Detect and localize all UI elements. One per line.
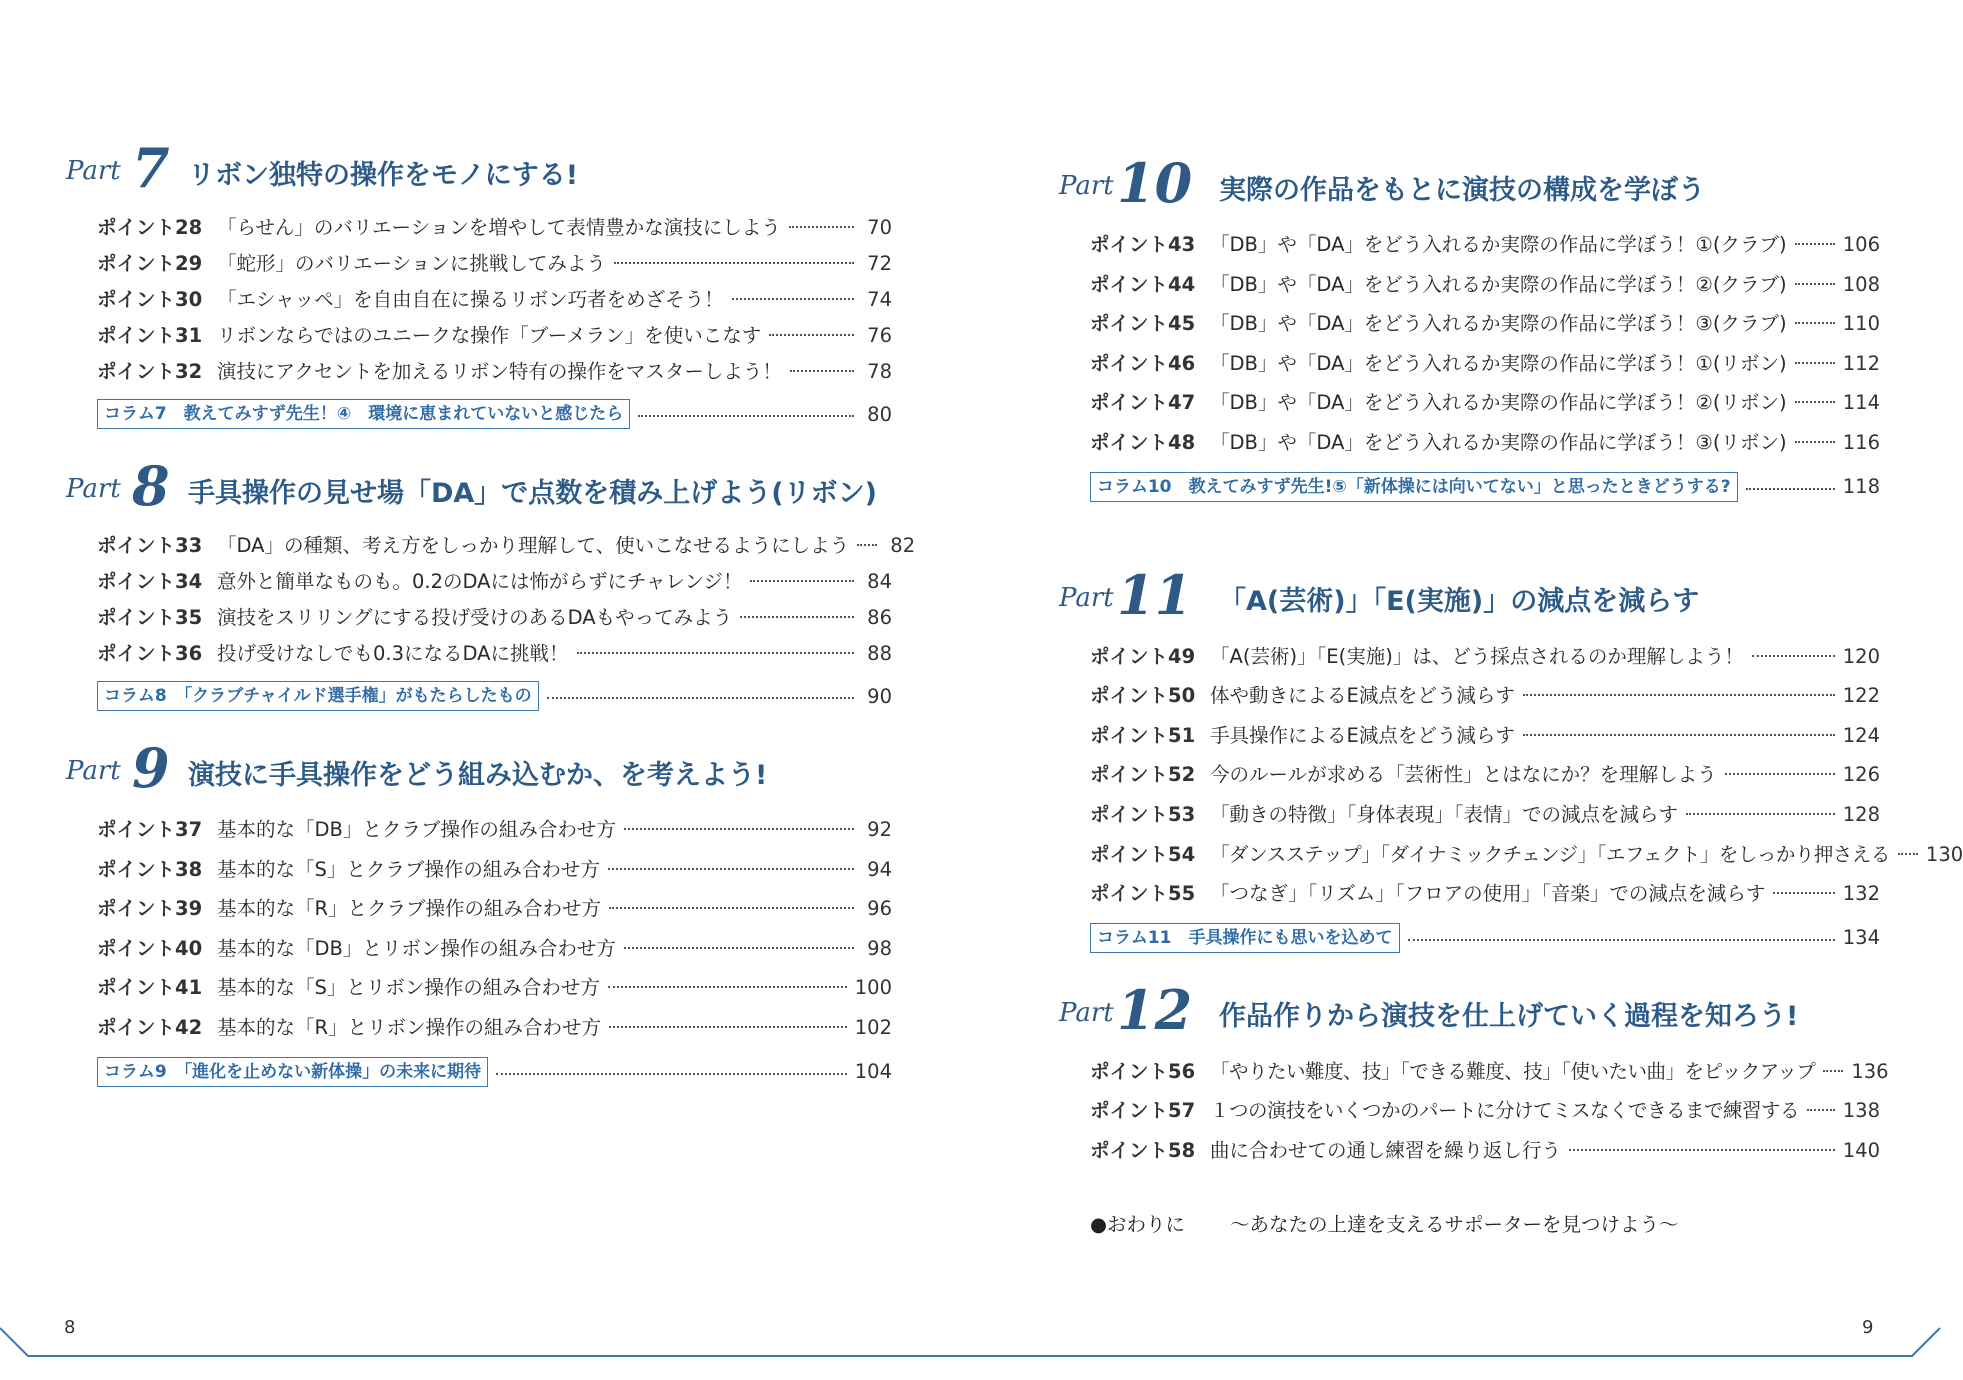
page-number: 78 [867, 360, 892, 383]
page-number: 138 [1842, 1099, 1880, 1123]
page-number: 76 [867, 324, 892, 347]
toc-entry[interactable] [97, 246, 892, 282]
point-label: ポイント43 [1090, 233, 1196, 256]
entry-title: 「やりたい難度、技」「できる難度、技」「使いたい曲」をピックアップ [1210, 1059, 1816, 1083]
point-label: ポイント55 [1090, 882, 1196, 906]
page-number: 70 [867, 216, 892, 239]
toc-entry[interactable] [1090, 755, 1880, 795]
page-number: 110 [1842, 312, 1880, 336]
part-title: 演技に手具操作をどう組み込むか、を考えよう! [188, 759, 768, 791]
leader-dots [1795, 283, 1835, 285]
leader-dots [1807, 1109, 1835, 1111]
toc-entry[interactable] [1090, 795, 1880, 835]
entry-title: 基本的な「S」とリボン操作の組み合わせ方 [217, 976, 600, 1000]
page-number: 92 [867, 818, 892, 841]
column-entry[interactable] [97, 676, 892, 716]
leader-dots [1823, 1070, 1843, 1072]
leader-dots [577, 652, 854, 654]
leader-dots [638, 415, 854, 417]
page-number: 120 [1842, 644, 1880, 668]
leader-dots [624, 947, 854, 949]
entry-title: 「A(芸術)」「E(実施)」は、どう採点されるのか理解しよう！ [1210, 644, 1744, 668]
part-word: Part [66, 756, 121, 786]
page-number: 96 [867, 897, 892, 921]
leader-dots [1752, 655, 1835, 657]
leader-dots [789, 226, 854, 228]
page-number: 140 [1842, 1138, 1880, 1162]
part-8-section [62, 454, 916, 716]
part-number: 10 [1117, 151, 1193, 215]
part-header [62, 736, 892, 804]
part-10-section [1055, 151, 1880, 507]
page-number: 74 [867, 288, 892, 311]
part-number: 12 [1117, 977, 1193, 1042]
toc-entry[interactable] [1090, 1131, 1880, 1171]
entry-title: 「DB」や「DA」をどう入れるか実際の作品に学ぼう！②(リボン) [1210, 391, 1787, 415]
page-number: 98 [867, 936, 892, 960]
point-label: ポイント44 [1090, 272, 1196, 296]
toc-entry[interactable] [1090, 874, 1880, 914]
leader-dots [750, 580, 854, 582]
leader-dots [1725, 773, 1835, 775]
column-label-box: コラム8 「クラブチャイルド選手権」がもたらしたもの [97, 681, 539, 711]
entry-title: 「蛇形」のバリエーションに挑戦してみよう [217, 252, 606, 275]
toc-entry[interactable] [97, 282, 892, 318]
leader-dots [609, 907, 854, 909]
entry-title: 基本的な「R」とクラブ操作の組み合わせ方 [217, 897, 602, 921]
part-12-section [1055, 977, 1889, 1243]
leader-dots [1523, 734, 1835, 736]
column-label-box: コラム9 「進化を止めない新体操」の未来に期待 [97, 1057, 488, 1087]
entry-title: 「DB」や「DA」をどう入れるか実際の作品に学ぼう！③(クラブ) [1210, 312, 1787, 336]
point-label: ポイント33 [97, 534, 203, 557]
entry-title: リボンならではのユニークな操作「ブーメラン」を使いこなす [217, 324, 762, 347]
part-header [62, 454, 892, 522]
part-number: 8 [132, 454, 170, 518]
toc-entry[interactable] [97, 929, 892, 969]
leader-dots [1795, 401, 1835, 403]
toc-entry[interactable] [1090, 835, 1963, 875]
leader-dots [609, 1026, 847, 1028]
column-entry[interactable] [1090, 467, 1880, 507]
entry-title: 「DB」や「DA」をどう入れるか実際の作品に学ぼう！①(リボン) [1210, 351, 1787, 375]
part-number: 11 [1117, 562, 1193, 627]
page-number: 132 [1842, 882, 1880, 906]
page-number: 88 [867, 642, 892, 665]
toc-entry[interactable] [97, 210, 892, 246]
part-word: Part [1059, 582, 1114, 613]
leader-dots [496, 1073, 847, 1075]
entry-title: 基本的な「DB」とクラブ操作の組み合わせ方 [217, 818, 616, 841]
leader-dots [1795, 441, 1835, 443]
column-label-box: コラム7 教えてみすず先生！④ 環境に恵まれていないと感じたら [97, 399, 630, 429]
point-label: ポイント34 [97, 570, 203, 593]
point-label: ポイント40 [97, 936, 203, 960]
toc-entry[interactable] [97, 354, 892, 390]
part-mark [62, 736, 174, 804]
page-number-left: 8 [64, 1317, 76, 1338]
point-label: ポイント56 [1090, 1059, 1196, 1083]
leader-dots [1795, 243, 1835, 245]
entry-title: 演技をスリリングにする投げ受けのあるDAもやってみよう [217, 606, 733, 629]
entry-title: 手具操作によるE減点をどう減らす [1210, 723, 1515, 747]
toc-entry[interactable] [1090, 344, 1880, 384]
point-label: ポイント54 [1090, 842, 1196, 866]
toc-entry[interactable] [97, 889, 892, 929]
page-number: 130 [1925, 842, 1963, 866]
page-number: 134 [1842, 926, 1880, 950]
point-label: ポイント38 [97, 857, 203, 881]
page-number: 86 [867, 606, 892, 629]
point-label: ポイント57 [1090, 1099, 1196, 1123]
point-label: ポイント28 [97, 216, 203, 239]
closing-text: ～あなたの上達を支えるサポーターを見つけよう～ [1230, 1212, 1679, 1236]
toc-entry[interactable] [1090, 265, 1880, 305]
page-number: 94 [867, 857, 892, 881]
point-label: ポイント32 [97, 360, 203, 383]
toc-entry[interactable] [1090, 1052, 1889, 1092]
entry-title: 基本的な「DB」とリボン操作の組み合わせ方 [217, 936, 616, 960]
part-title: 作品作りから演技を仕上げていく過程を知ろう! [1219, 1001, 1799, 1033]
part-mark [62, 136, 174, 204]
toc-entry[interactable] [1090, 423, 1880, 463]
toc-entry[interactable] [1090, 225, 1880, 265]
entry-title: 「エシャッペ」を自由自在に操るリボン巧者をめざそう！ [217, 288, 724, 311]
part-number: 9 [132, 736, 170, 800]
left-page-toc [62, 136, 916, 1116]
leader-dots [1686, 813, 1835, 815]
entry-title: 基本的な「S」とクラブ操作の組み合わせ方 [217, 857, 600, 881]
toc-entry[interactable] [1090, 1091, 1880, 1131]
part-word: Part [66, 474, 121, 504]
entry-title: 基本的な「R」とリボン操作の組み合わせ方 [217, 1015, 602, 1039]
entry-title: 意外と簡単なものも。0.2のDAには怖がらずにチャレンジ！ [217, 570, 743, 593]
leader-dots [740, 616, 854, 618]
part-header [1055, 562, 1880, 631]
point-label: ポイント39 [97, 897, 203, 921]
leader-dots [1523, 694, 1835, 696]
leader-dots [1408, 939, 1835, 941]
toc-entry[interactable] [97, 318, 892, 354]
closing-entry[interactable] [1090, 1207, 1880, 1243]
entry-title: 体や動きによるE減点をどう減らす [1210, 684, 1515, 708]
part-7-section [62, 136, 892, 434]
point-label: ポイント45 [1090, 312, 1196, 336]
leader-dots [547, 697, 854, 699]
part-title: 手具操作の見せ場「DA」で点数を積み上げよう(リボン) [188, 477, 877, 509]
page-number-right: 9 [1862, 1317, 1874, 1338]
entry-title: 今のルールが求める「芸術性」とはなにか？を理解しよう [1210, 763, 1717, 787]
point-label: ポイント48 [1090, 430, 1196, 454]
leader-dots [1746, 488, 1835, 490]
part-title: リボン独特の操作をモノにする! [188, 159, 579, 191]
entry-title: 演技にアクセントを加えるリボン特有の操作をマスターしよう！ [217, 360, 782, 383]
point-label: ポイント58 [1090, 1138, 1196, 1162]
entry-title: 曲に合わせての通し練習を繰り返し行う [1210, 1138, 1562, 1162]
point-label: ポイント41 [97, 976, 203, 1000]
page-number: 112 [1842, 351, 1880, 375]
leader-dots [857, 544, 877, 546]
point-label: ポイント35 [97, 606, 203, 629]
page-number: 102 [854, 1015, 892, 1039]
toc-entry[interactable] [1090, 716, 1880, 756]
leader-dots [624, 828, 854, 830]
page-number: 72 [867, 252, 892, 275]
toc-entry[interactable] [97, 850, 892, 890]
leader-dots [1795, 322, 1835, 324]
point-label: ポイント50 [1090, 684, 1196, 708]
leader-dots [614, 262, 854, 264]
page-number: 128 [1842, 802, 1880, 826]
page-number: 106 [1842, 233, 1880, 256]
point-label: ポイント51 [1090, 723, 1196, 747]
closing-head: ●おわりに [1090, 1212, 1186, 1236]
part-header [1055, 977, 1880, 1046]
entry-title: 「ダンスステップ」「ダイナミックチェンジ」「エフェクト」をしっかり押さえる [1210, 842, 1890, 866]
part-title: 「A(芸術)」「E(実施)」の減点を減らす [1219, 586, 1700, 618]
entry-title: 「DB」や「DA」をどう入れるか実際の作品に学ぼう！③(リボン) [1210, 430, 1787, 454]
point-label: ポイント53 [1090, 802, 1196, 826]
page-number: 104 [854, 1060, 892, 1084]
column-label-box: コラム10 教えてみすず先生!⑤「新体操には向いてない」と思ったときどうする? [1090, 472, 1738, 502]
entry-title: 「DA」の種類、考え方をしっかり理解して、使いこなせるようにしよう [217, 534, 850, 557]
entry-title: 投げ受けなしでも0.3になるDAに挑戦！ [217, 642, 569, 665]
toc-entry[interactable] [97, 600, 892, 636]
part-11-section [1055, 562, 1963, 958]
leader-dots [769, 334, 854, 336]
page-number: 80 [867, 402, 892, 426]
part-mark [62, 454, 174, 522]
page-number: 108 [1842, 272, 1880, 296]
toc-entry[interactable] [97, 810, 892, 850]
page-number: 90 [867, 684, 892, 708]
leader-dots [1773, 892, 1834, 894]
point-label: ポイント29 [97, 252, 203, 275]
point-label: ポイント30 [97, 288, 203, 311]
column-entry[interactable] [97, 394, 892, 434]
page-number: 122 [1842, 684, 1880, 708]
page-number: 84 [867, 570, 892, 593]
toc-entry[interactable] [97, 564, 892, 600]
page-number: 82 [890, 534, 916, 557]
leader-dots [1898, 853, 1918, 855]
point-label: ポイント49 [1090, 644, 1196, 668]
page-number: 136 [1851, 1059, 1889, 1083]
toc-entry[interactable] [1090, 383, 1880, 423]
page-number: 118 [1842, 475, 1880, 499]
part-mark [1055, 977, 1205, 1046]
column-entry[interactable] [97, 1052, 892, 1092]
footer-rule [0, 1300, 1940, 1360]
part-word: Part [1059, 171, 1114, 201]
part-title: 実際の作品をもとに演技の構成を学ぼう [1219, 174, 1705, 206]
point-label: ポイント42 [97, 1015, 203, 1039]
part-mark [1055, 151, 1205, 219]
leader-dots [608, 868, 854, 870]
right-page-toc [1055, 151, 1963, 1267]
part-9-section [62, 736, 892, 1092]
point-label: ポイント47 [1090, 391, 1196, 415]
column-label-box: コラム11 手具操作にも思いを込めて [1090, 923, 1400, 953]
part-number: 7 [132, 136, 170, 200]
part-word: Part [1059, 997, 1114, 1028]
toc-entry[interactable] [1090, 304, 1880, 344]
entry-title: 「DB」や「DA」をどう入れるか実際の作品に学ぼう！①(クラブ) [1210, 233, 1787, 256]
page-number: 100 [854, 976, 892, 1000]
leader-dots [1795, 362, 1835, 364]
page-number: 114 [1842, 391, 1880, 415]
point-label: ポイント31 [97, 324, 203, 347]
part-header [62, 136, 892, 204]
entry-title: 「つなぎ」「リズム」「フロアの使用」「音楽」での減点を減らす [1210, 882, 1766, 906]
entry-title: 「動きの特徴」「身体表現」「表情」での減点を減らす [1210, 802, 1679, 826]
point-label: ポイント37 [97, 818, 203, 841]
page-number: 116 [1842, 430, 1880, 454]
entry-title: １つの演技をいくつかのパートに分けてミスなくできるまで練習する [1210, 1099, 1800, 1123]
point-label: ポイント46 [1090, 351, 1196, 375]
point-label: ポイント52 [1090, 763, 1196, 787]
page-number: 126 [1842, 763, 1880, 787]
leader-dots [1569, 1149, 1835, 1151]
toc-entry[interactable] [1090, 637, 1880, 677]
page-number: 124 [1842, 723, 1880, 747]
toc-entry[interactable] [97, 636, 892, 672]
part-word: Part [66, 156, 121, 186]
point-label: ポイント36 [97, 642, 203, 665]
part-header [1055, 151, 1880, 219]
column-entry[interactable] [1090, 918, 1880, 958]
entry-title: 「DB」や「DA」をどう入れるか実際の作品に学ぼう！②(クラブ) [1210, 272, 1787, 296]
part-mark [1055, 562, 1205, 631]
leader-dots [608, 986, 847, 988]
toc-entry[interactable] [97, 528, 916, 564]
toc-entry[interactable] [1090, 676, 1880, 716]
leader-dots [732, 298, 854, 300]
toc-entry[interactable] [97, 1008, 892, 1048]
toc-entry[interactable] [97, 968, 892, 1008]
entry-title: 「らせん」のバリエーションを増やして表情豊かな演技にしよう [217, 216, 781, 239]
leader-dots [790, 370, 854, 372]
